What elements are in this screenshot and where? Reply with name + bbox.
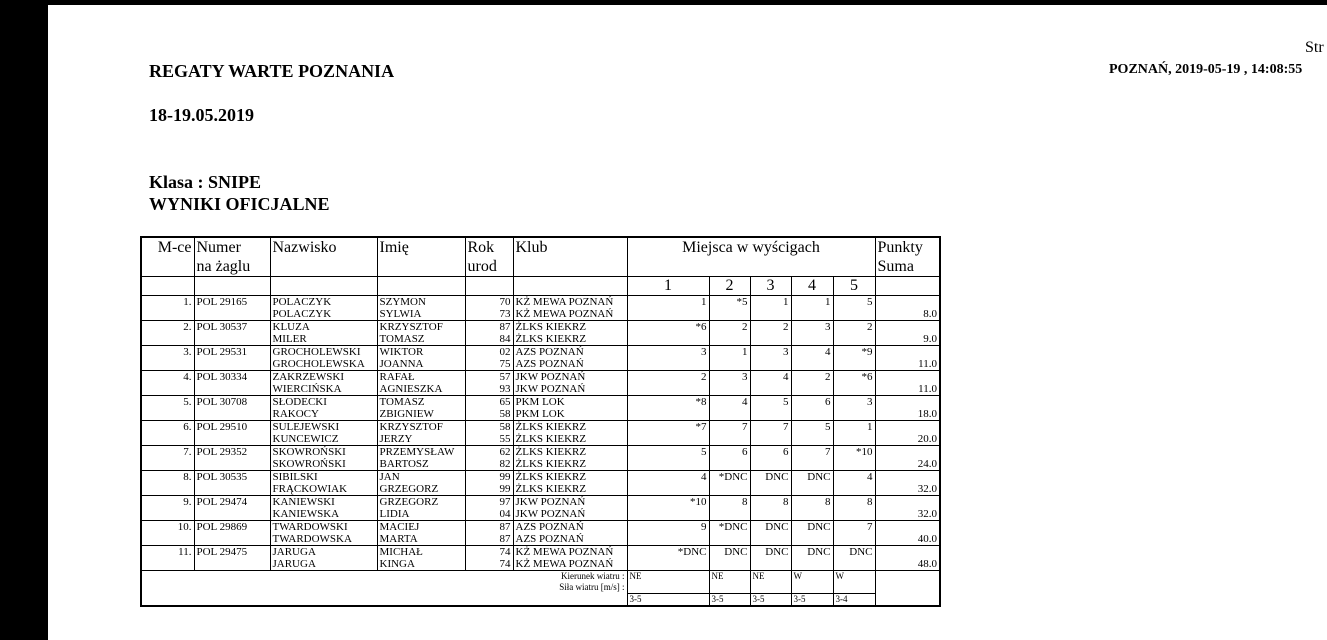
race-result-cell: 1 [833, 421, 875, 446]
wind-strength: 3-5 [709, 593, 750, 606]
col-header-surname: Nazwisko [270, 237, 377, 277]
col-header-club: Klub [513, 237, 627, 277]
race-result-cell: 3 [709, 371, 750, 396]
col-header-races: Miejsca w wyścigach [627, 237, 875, 277]
total-points-cell: 40.0 [875, 521, 940, 546]
table-row [141, 396, 940, 421]
race-result-cell: 4 [791, 346, 833, 371]
race-result-cell: DNC [791, 471, 833, 496]
club-cell: KŻ MEWA POZNAŃ KŻ MEWA POZNAŃ [513, 296, 627, 321]
birth-year-cell: 87 84 [465, 321, 513, 346]
place-cell: 11. [141, 546, 194, 571]
surname-cell: JARUGA JARUGA [270, 546, 377, 571]
race-result-cell: 6 [750, 446, 791, 471]
wind-direction: NE [750, 571, 791, 583]
surname-cell: SIBILSKI FRĄCKOWIAK [270, 471, 377, 496]
race-result-cell: *DNC [627, 546, 709, 571]
club-cell: ŻLKS KIEKRZ ŻLKS KIEKRZ [513, 446, 627, 471]
table-row [141, 321, 940, 346]
birth-year-cell: 62 82 [465, 446, 513, 471]
race-result-cell: 2 [833, 321, 875, 346]
first-name-cell: RAFAŁ AGNIESZKA [377, 371, 465, 396]
race-result-cell: 2 [709, 321, 750, 346]
place-cell: 7. [141, 446, 194, 471]
wind-strength: 3-5 [791, 593, 833, 606]
race-result-cell: 7 [791, 446, 833, 471]
table-row [141, 546, 940, 571]
surname-cell: KANIEWSKI KANIEWSKA [270, 496, 377, 521]
wind-direction-row [141, 571, 940, 583]
race-result-cell: *9 [833, 346, 875, 371]
race-result-cell: DNC [750, 546, 791, 571]
surname-cell: GROCHOLEWSKI GROCHOLEWSKA [270, 346, 377, 371]
race-result-cell: *6 [627, 321, 709, 346]
race-result-cell: 4 [750, 371, 791, 396]
wind-strength-values-row [141, 593, 940, 606]
race-result-cell: DNC [750, 471, 791, 496]
header-row [141, 237, 940, 277]
wind-direction: W [791, 571, 833, 583]
boat-class: Klasa : SNIPE [149, 172, 262, 192]
sail-number-cell: POL 29510 [194, 421, 270, 446]
sail-number-cell: POL 30708 [194, 396, 270, 421]
birth-year-cell: 87 87 [465, 521, 513, 546]
regatta-title: REGATY WARTE POZNANIA [149, 61, 395, 81]
surname-cell: TWARDOWSKI TWARDOWSKA [270, 521, 377, 546]
place-cell: 9. [141, 496, 194, 521]
document-page [48, 5, 1327, 640]
race-result-cell: 1 [791, 296, 833, 321]
race-number-row [141, 277, 940, 296]
col-header-sail: Numer na żaglu [194, 237, 270, 277]
race-result-cell: 3 [750, 346, 791, 371]
race-result-cell: 1 [750, 296, 791, 321]
race-result-cell: *10 [833, 446, 875, 471]
club-cell: ŻLKS KIEKRZ ŻLKS KIEKRZ [513, 471, 627, 496]
first-name-cell: KRZYSZTOF TOMASZ [377, 321, 465, 346]
race-result-cell: 5 [833, 296, 875, 321]
race-result-cell: 4 [709, 396, 750, 421]
birth-year-cell: 02 75 [465, 346, 513, 371]
wind-direction: W [833, 571, 875, 583]
table-row [141, 296, 940, 321]
sail-number-cell: POL 29531 [194, 346, 270, 371]
sail-number-cell: POL 29475 [194, 546, 270, 571]
first-name-cell: PRZEMYSŁAW BARTOSZ [377, 446, 465, 471]
place-cell: 3. [141, 346, 194, 371]
race-result-cell: 1 [627, 296, 709, 321]
race-result-cell: 3 [833, 396, 875, 421]
birth-year-cell: 99 99 [465, 471, 513, 496]
race-number: 4 [791, 277, 833, 296]
first-name-cell: WIKTOR JOANNA [377, 346, 465, 371]
surname-cell: KLUZA MILER [270, 321, 377, 346]
wind-direction-label: Kierunek wiatru : [141, 571, 627, 583]
wind-strength-label: Siła wiatru [m/s] : [141, 582, 627, 593]
first-name-cell: MACIEJ MARTA [377, 521, 465, 546]
race-result-cell: 2 [750, 321, 791, 346]
race-result-cell: *6 [833, 371, 875, 396]
club-cell: KŻ MEWA POZNAŃ KŻ MEWA POZNAŃ [513, 546, 627, 571]
first-name-cell: GRZEGORZ LIDIA [377, 496, 465, 521]
race-result-cell: 6 [709, 446, 750, 471]
race-result-cell: 5 [750, 396, 791, 421]
birth-year-cell: 57 93 [465, 371, 513, 396]
race-result-cell: DNC [750, 521, 791, 546]
birth-year-cell: 65 58 [465, 396, 513, 421]
race-number: 5 [833, 277, 875, 296]
race-result-cell: *10 [627, 496, 709, 521]
race-result-cell: 7 [833, 521, 875, 546]
race-result-cell: 3 [627, 346, 709, 371]
place-cell: 10. [141, 521, 194, 546]
race-result-cell: 8 [709, 496, 750, 521]
birth-year-cell: 74 74 [465, 546, 513, 571]
first-name-cell: TOMASZ ZBIGNIEW [377, 396, 465, 421]
race-number: 1 [627, 277, 709, 296]
race-result-cell: DNC [791, 521, 833, 546]
wind-direction: NE [709, 571, 750, 583]
first-name-cell: JAN GRZEGORZ [377, 471, 465, 496]
results-table [140, 236, 941, 607]
table-row [141, 446, 940, 471]
club-cell: ŻLKS KIEKRZ ŻLKS KIEKRZ [513, 421, 627, 446]
total-points-cell: 9.0 [875, 321, 940, 346]
birth-year-cell: 58 55 [465, 421, 513, 446]
race-result-cell: *7 [627, 421, 709, 446]
race-result-cell: 2 [627, 371, 709, 396]
race-result-cell: 9 [627, 521, 709, 546]
table-row [141, 471, 940, 496]
place-cell: 4. [141, 371, 194, 396]
race-result-cell: 8 [750, 496, 791, 521]
surname-cell: SŁODECKI RAKOCY [270, 396, 377, 421]
race-result-cell: *5 [709, 296, 750, 321]
sail-number-cell: POL 29352 [194, 446, 270, 471]
sail-number-cell: POL 30334 [194, 371, 270, 396]
results-status: WYNIKI OFICJALNE [149, 194, 330, 214]
total-points-cell: 11.0 [875, 371, 940, 396]
race-result-cell: DNC [709, 546, 750, 571]
race-result-cell: *8 [627, 396, 709, 421]
race-result-cell: *DNC [709, 471, 750, 496]
race-result-cell: 4 [627, 471, 709, 496]
surname-cell: ZAKRZEWSKI WIERCIŃSKA [270, 371, 377, 396]
race-result-cell: 1 [709, 346, 750, 371]
place-cell: 8. [141, 471, 194, 496]
wind-strength: 3-4 [833, 593, 875, 606]
place-cell: 6. [141, 421, 194, 446]
surname-cell: POLACZYK POLACZYK [270, 296, 377, 321]
first-name-cell: SZYMON SYLWIA [377, 296, 465, 321]
club-cell: JKW POZNAŃ JKW POZNAŃ [513, 496, 627, 521]
race-result-cell: 6 [791, 396, 833, 421]
table-row [141, 421, 940, 446]
surname-cell: SKOWROŃSKI SKOWROŃSKI [270, 446, 377, 471]
total-points-cell: 32.0 [875, 471, 940, 496]
wind-strength: 3-5 [627, 593, 709, 606]
total-points-cell: 48.0 [875, 546, 940, 571]
wind-direction: NE [627, 571, 709, 583]
race-result-cell: DNC [833, 546, 875, 571]
sail-number-cell: POL 30537 [194, 321, 270, 346]
race-number: 3 [750, 277, 791, 296]
club-cell: PKM LOK PKM LOK [513, 396, 627, 421]
col-header-place: M-ce [141, 237, 194, 277]
race-result-cell: *DNC [709, 521, 750, 546]
total-points-cell: 24.0 [875, 446, 940, 471]
birth-year-cell: 97 04 [465, 496, 513, 521]
first-name-cell: MICHAŁ KINGA [377, 546, 465, 571]
place-cell: 1. [141, 296, 194, 321]
table-row [141, 346, 940, 371]
total-points-cell: 8.0 [875, 296, 940, 321]
table-row [141, 496, 940, 521]
race-result-cell: 5 [627, 446, 709, 471]
race-result-cell: 8 [791, 496, 833, 521]
race-number: 2 [709, 277, 750, 296]
race-result-cell: DNC [791, 546, 833, 571]
club-cell: ŻLKS KIEKRZ ŻLKS KIEKRZ [513, 321, 627, 346]
table-row [141, 371, 940, 396]
wind-strength-row [141, 582, 940, 593]
first-name-cell: KRZYSZTOF JERZY [377, 421, 465, 446]
race-result-cell: 7 [750, 421, 791, 446]
place-cell: 2. [141, 321, 194, 346]
race-result-cell: 8 [833, 496, 875, 521]
col-header-year: Rok urod [465, 237, 513, 277]
regatta-dates: 18-19.05.2019 [149, 105, 254, 125]
wind-strength: 3-5 [750, 593, 791, 606]
total-points-cell: 18.0 [875, 396, 940, 421]
race-result-cell: 3 [791, 321, 833, 346]
race-result-cell: 5 [791, 421, 833, 446]
place-cell: 5. [141, 396, 194, 421]
total-points-cell: 11.0 [875, 346, 940, 371]
table-row [141, 521, 940, 546]
birth-year-cell: 70 73 [465, 296, 513, 321]
sail-number-cell: POL 29165 [194, 296, 270, 321]
surname-cell: SULEJEWSKI KUNCEWICZ [270, 421, 377, 446]
place-timestamp: POZNAŃ, 2019-05-19 , 14:08:55 [1109, 62, 1303, 77]
col-header-name: Imię [377, 237, 465, 277]
col-header-total: Punkty Suma [875, 237, 940, 277]
race-result-cell: 2 [791, 371, 833, 396]
race-result-cell: 7 [709, 421, 750, 446]
total-points-cell: 32.0 [875, 496, 940, 521]
race-result-cell: 4 [833, 471, 875, 496]
sail-number-cell: POL 29869 [194, 521, 270, 546]
page-label: Str [1305, 39, 1324, 56]
sail-number-cell: POL 29474 [194, 496, 270, 521]
sail-number-cell: POL 30535 [194, 471, 270, 496]
total-points-cell: 20.0 [875, 421, 940, 446]
club-cell: JKW POZNAŃ JKW POZNAŃ [513, 371, 627, 396]
club-cell: AZS POZNAŃ AZS POZNAŃ [513, 346, 627, 371]
club-cell: AZS POZNAŃ AZS POZNAŃ [513, 521, 627, 546]
